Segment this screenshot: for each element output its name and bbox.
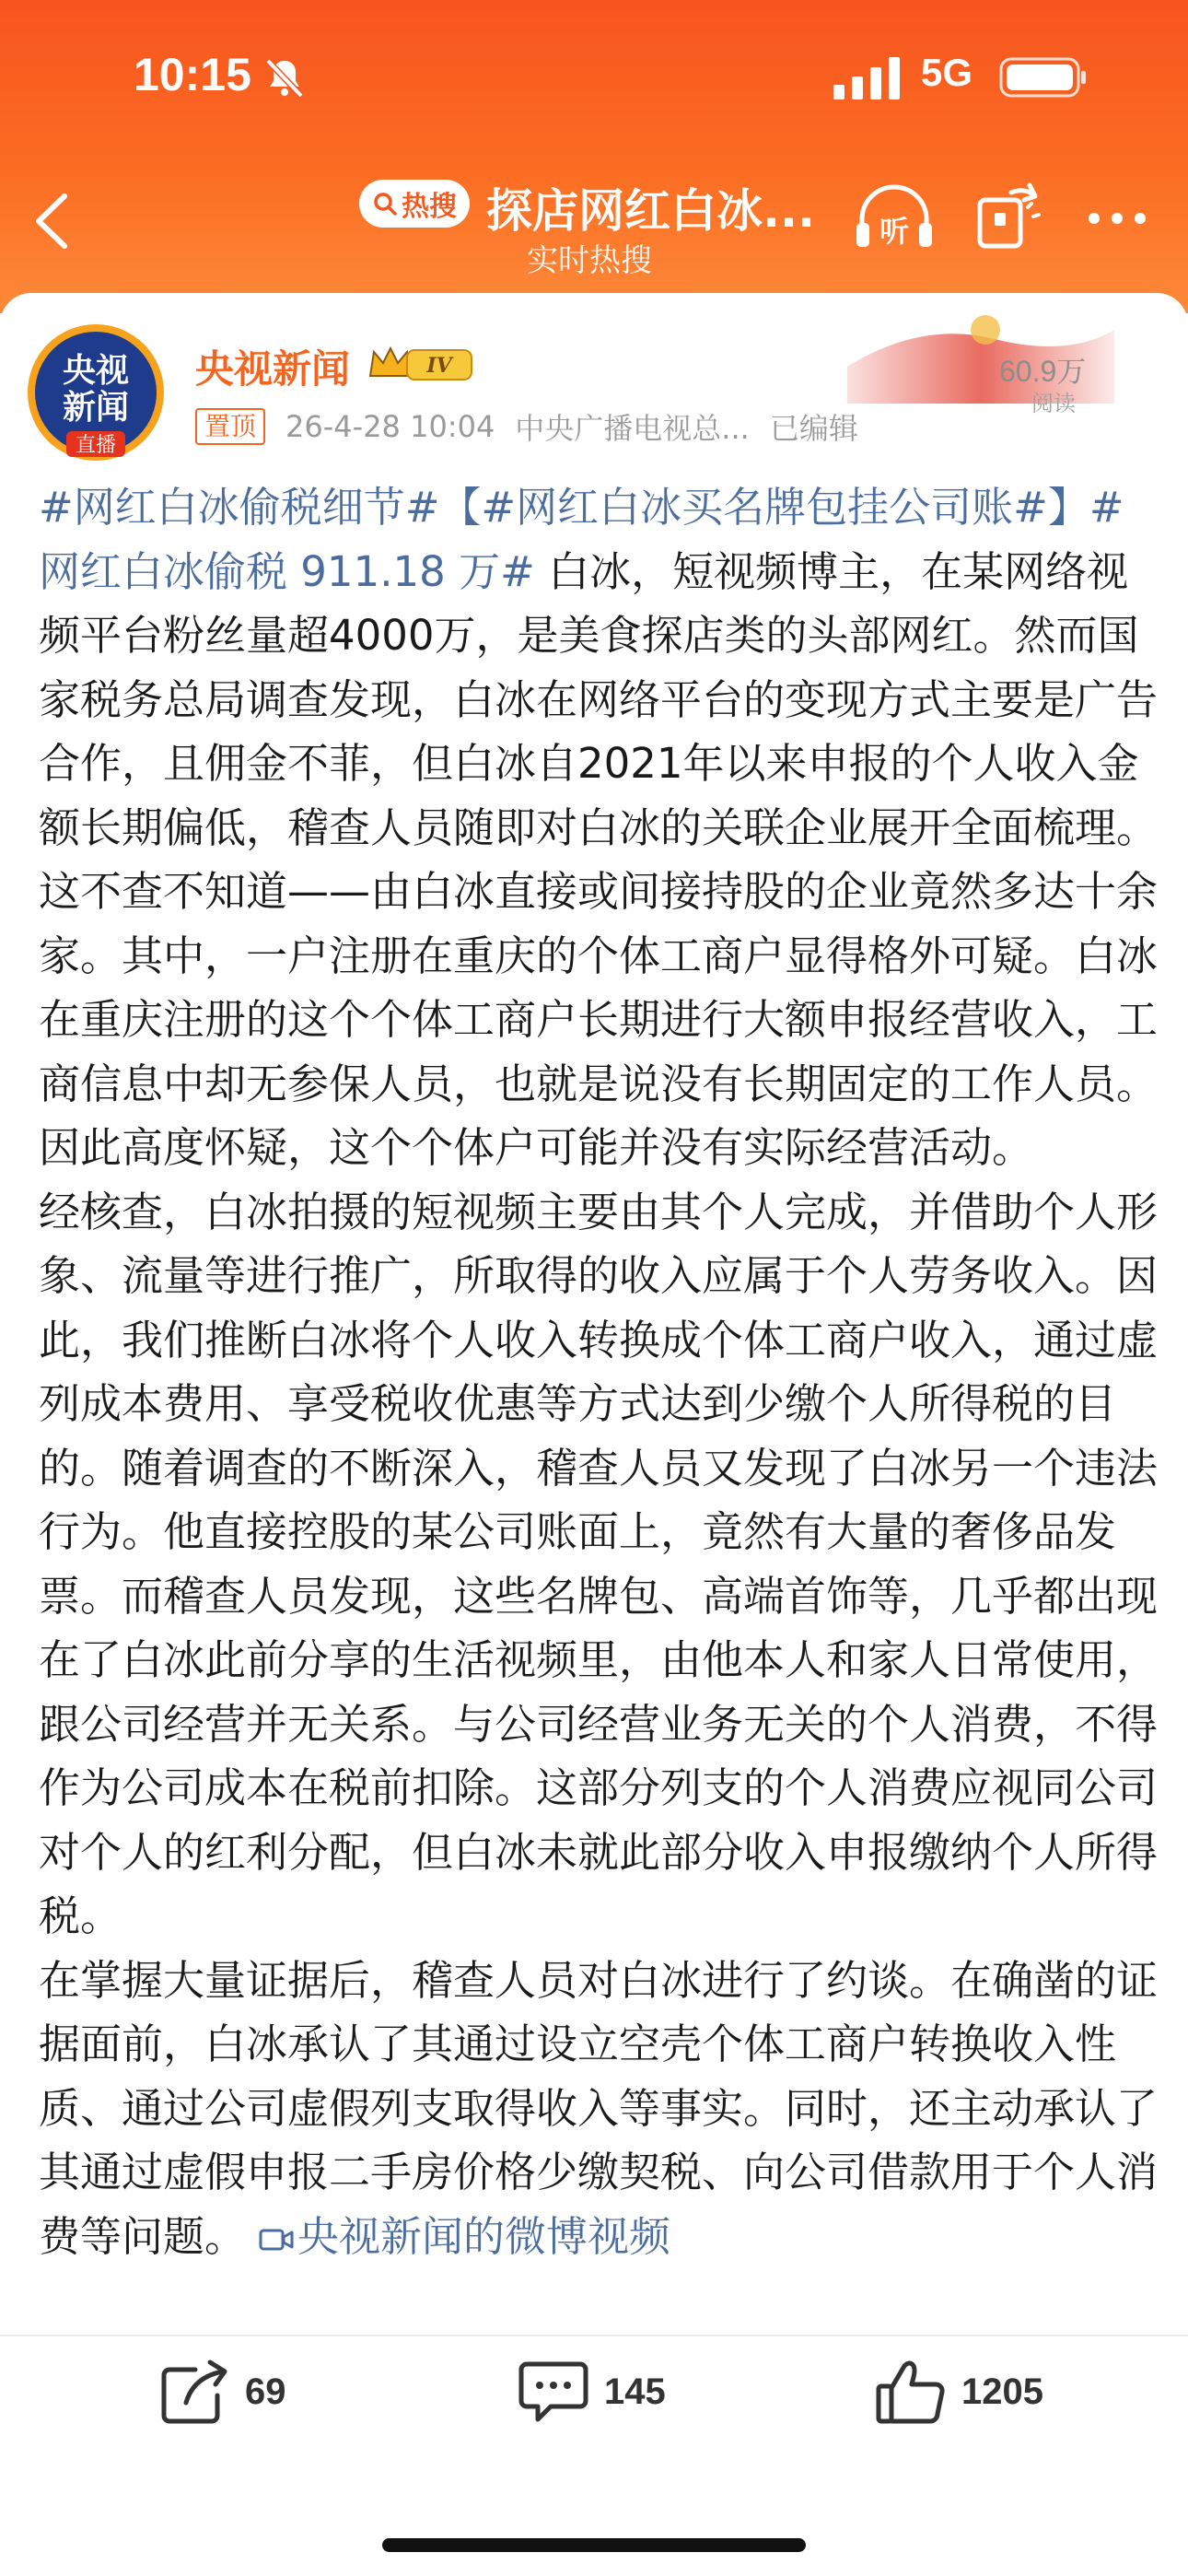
bell-muted-icon	[262, 55, 307, 100]
topic-tag-2[interactable]: 【#网红白冰买名牌包挂公司账#】	[439, 483, 1089, 532]
topic-tag-3[interactable]: #网红白冰偷税 911.18 万#	[39, 483, 1124, 596]
action-bar	[0, 2359, 1188, 2451]
back-icon[interactable]	[29, 189, 76, 253]
video-link[interactable]	[246, 2212, 670, 2261]
nav-title: 探店网红白冰...	[486, 184, 815, 238]
avatar-line1: 央视	[62, 352, 130, 390]
actions-divider	[0, 2335, 1188, 2336]
pinned-badge: 置顶	[195, 408, 265, 445]
repost-button[interactable]	[158, 2359, 286, 2425]
post-source: 中央广播电视总...	[515, 411, 750, 446]
repost-count: 69	[245, 2371, 286, 2412]
avatar[interactable]	[26, 322, 166, 463]
avatar-live-badge: 直播	[75, 434, 117, 457]
video-link-label: 央视新闻的微博视频	[297, 2211, 671, 2261]
read-label: 阅读	[1031, 391, 1076, 416]
paragraph-2: 经核查，白冰拍摄的短视频主要由其个人完成，并借助个人形象、流量等进行推广，所取得的收入应属于个人劳务收入。因此，我们推断白冰将个人收入转换成个体工商户收入，通过虚列成本费用、享受税收优惠等方式达到少缴个人所得税的目的。随着调查的不断深入，稽查人员又发现了白冰另一个违法行为。他直接控股的某公司账面上，竟然有大量的奢侈品发票。而稽查人员发现，这些名牌包、高端首饰等，几乎都出现在了白冰此前分享的生活视频里，由他本人和家人日常使用，跟公司经营并无关系。与公司经营业务无关的个人消费，不得作为公司成本在税前扣除。这部分列支的个人消费应视同公司对个人的红利分配，但白冰未就此部分收入申报缴纳个人所得税。	[39, 1187, 1159, 1940]
vip-level: IV	[426, 354, 452, 378]
post-timestamp: 26-4-28 10:04	[285, 409, 495, 444]
network-type: 5G	[921, 51, 973, 94]
paragraph-3: 在掌握大量证据后，稽查人员对白冰进行了约谈。在确凿的证据面前，白冰承认了其通过设立空壳个体工商户转换收入性质、通过公司虚假列支取得收入等事实。同时，还主动承认了其通过虚假申报二手房价格少缴契税、向公司借款用于个人消费等问题。	[39, 1955, 1159, 2261]
nav-title-area[interactable]	[359, 170, 856, 281]
post-meta	[195, 405, 858, 448]
comment-button[interactable]	[518, 2359, 666, 2425]
hot-search-pill	[359, 180, 470, 228]
signal-icon	[833, 57, 907, 100]
like-icon	[875, 2359, 947, 2425]
battery-icon	[999, 57, 1088, 98]
comment-count: 145	[604, 2371, 666, 2412]
paragraph-1: 白冰，短视频博主，在某网络视频平台粉丝量超4000万，是美食探店类的头部网红。然而国家税务总局调查发现，白冰在网络平台的变现方式主要是广告合作，且佣金不菲，但白冰自2021年以来申报的个人收入金额长期偏低，稽查人员随即对白冰的关联企业展开全面梳理。这不查不知道——由白冰直接或间接持股的企业竟然多达十余家。其中，一户注册在重庆的个体工商户显得格外可疑。白冰在重庆注册的这个个体工商户长期进行大额申报经营收入，工商信息中却无参保人员，也就是说没有长期固定的工作人员。因此高度怀疑，这个个体户可能并没有实际经营活动。	[39, 546, 1159, 1172]
read-count: 60.9万	[999, 355, 1087, 388]
author-name[interactable]: 央视新闻	[195, 346, 351, 392]
share-icon[interactable]	[974, 180, 1041, 253]
search-icon	[372, 191, 398, 217]
repost-icon	[158, 2359, 230, 2425]
like-count: 1205	[961, 2371, 1043, 2412]
listen-icon[interactable]	[855, 184, 934, 251]
listen-label: 听	[879, 214, 910, 249]
nav-subtitle: 实时热搜	[527, 242, 652, 279]
like-button[interactable]	[875, 2359, 1043, 2425]
post-body	[39, 475, 1158, 2268]
more-icon[interactable]	[1085, 207, 1149, 229]
status-time: 10:15	[134, 49, 251, 100]
home-indicator[interactable]	[382, 2538, 806, 2552]
video-icon	[259, 2226, 294, 2254]
hot-label: 热搜	[402, 191, 457, 223]
avatar-line2: 新闻	[62, 389, 130, 427]
vip-crown-badge-icon[interactable]	[367, 341, 475, 387]
topic-tag-1[interactable]: #网红白冰偷税细节#	[39, 483, 440, 532]
status-bar	[0, 0, 1188, 157]
comment-icon	[518, 2359, 589, 2425]
edited-label[interactable]: 已编辑	[769, 411, 858, 446]
